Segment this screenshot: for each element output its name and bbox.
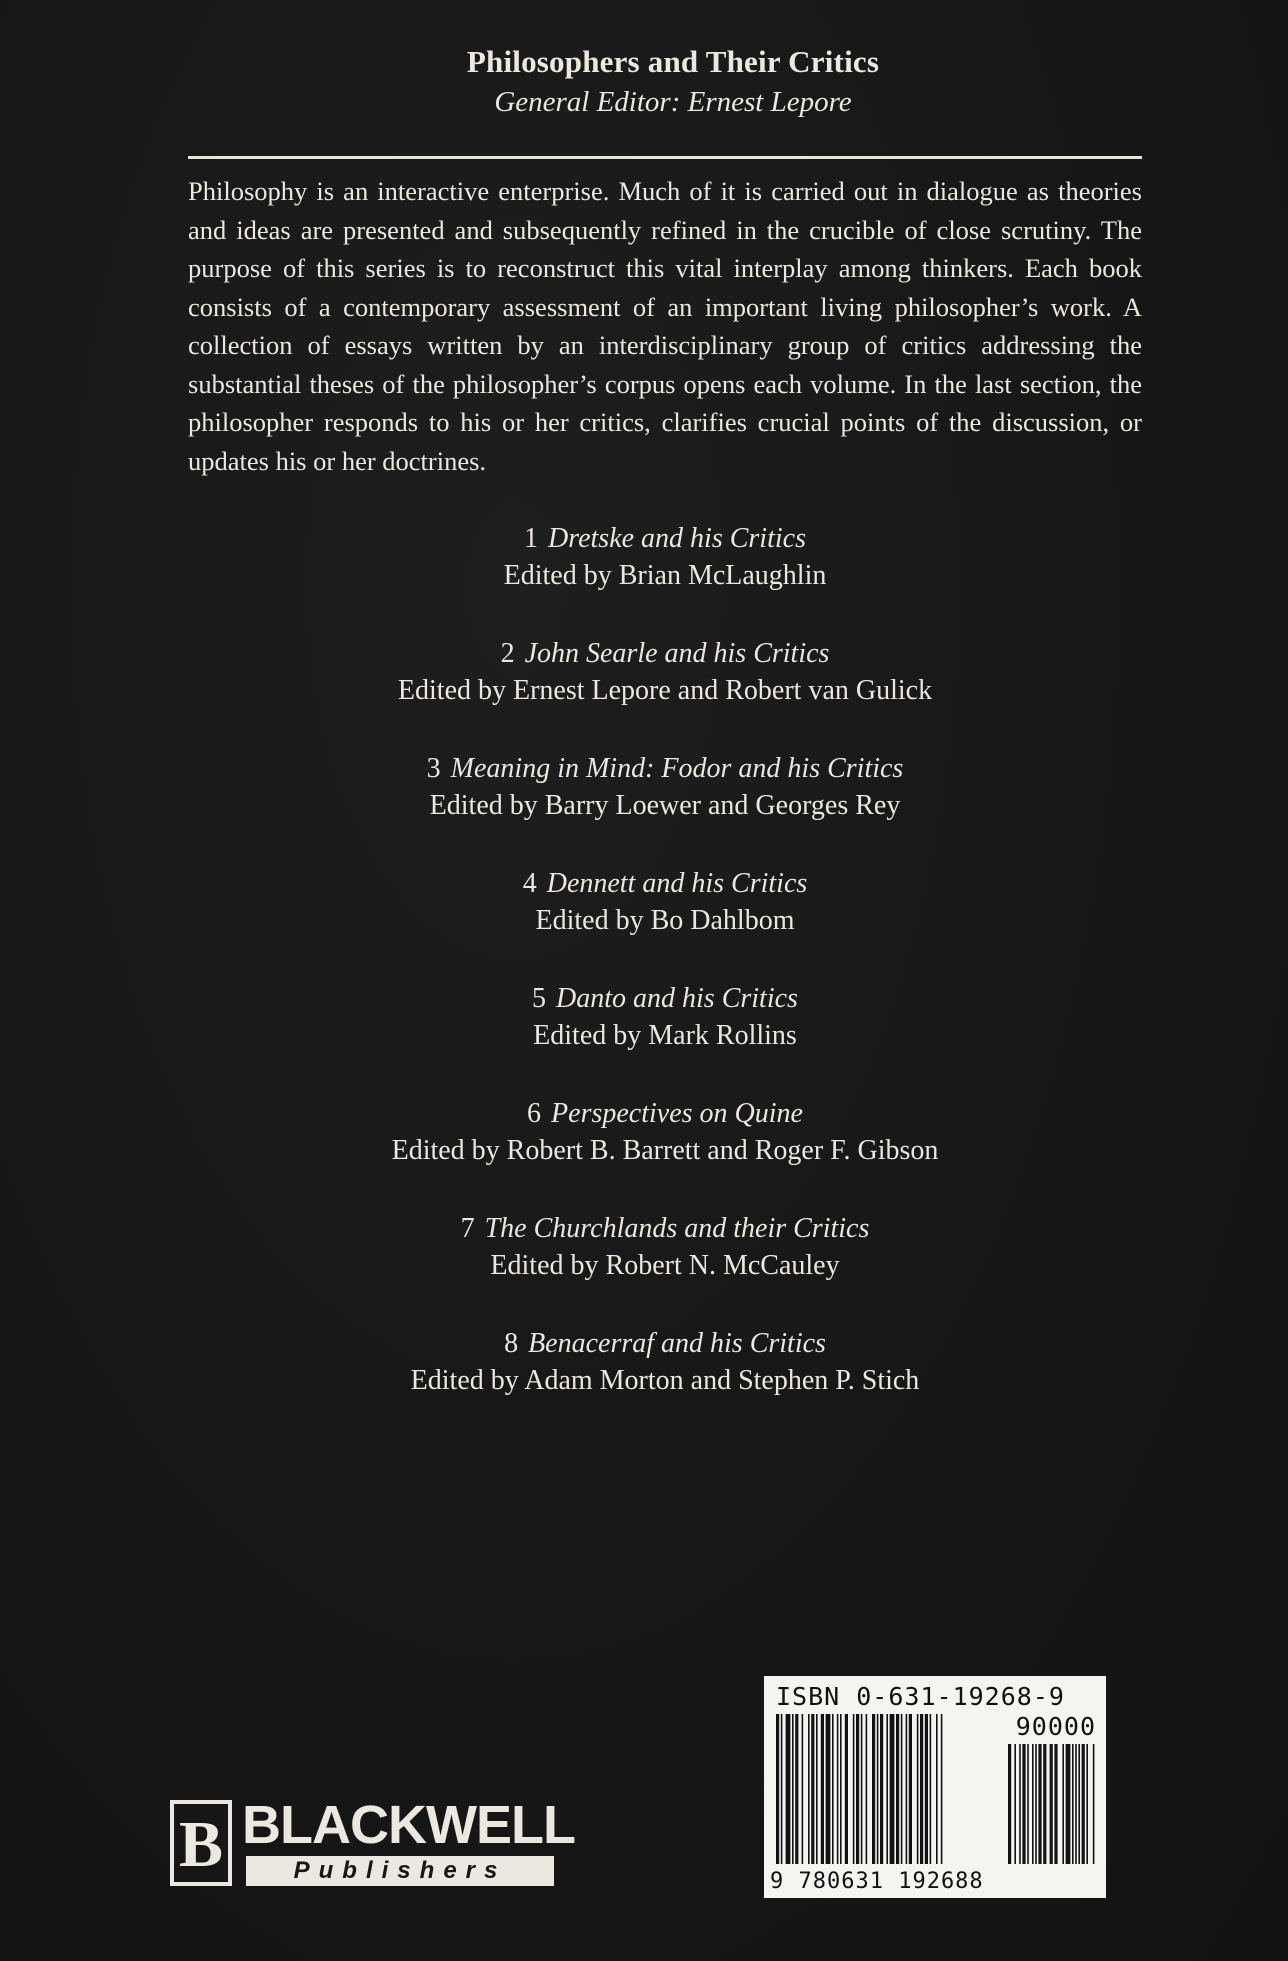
- ean-number: 9 780631 192688: [770, 1869, 984, 1894]
- series-description: Philosophy is an interactive enterprise. Much of it is carried out in dialogue as theories and ideas are presented and subsequently refined in the crucible of close scrutiny. The purpose of this series is to reconstruct this vital interplay among thinkers. Each book consists of a contemporary assessment of an important living philosopher’s work. A collection of essays written by an interdisciplinary group of critics addressing the substantial theses of the philosopher’s corpus opens each volume. In the last section, the philosopher responds to his or her critics, clarifies crucial points of the discussion, or updates his or her doctrines.: [188, 176, 1142, 476]
- book-title: Perspectives on Quine: [551, 1098, 803, 1129]
- book-entry: [0, 1095, 1288, 1210]
- book-editors: Edited by Brian McLaughlin: [503, 560, 827, 591]
- book-title: The Churchlands and their Critics: [484, 1213, 870, 1244]
- book-heading: [0, 520, 1288, 557]
- book-editors: Edited by Mark Rollins: [533, 1020, 797, 1051]
- isbn-text: ISBN 0-631-19268-9: [776, 1682, 1065, 1711]
- book-title: Dennett and his Critics: [546, 868, 808, 899]
- book-list: [0, 520, 1288, 1440]
- book-number: 2: [500, 638, 515, 669]
- book-editors: Edited by Robert B. Barrett and Roger F. Gibson: [391, 1135, 939, 1166]
- book-heading: [0, 865, 1288, 902]
- publisher-mark-glyph: [170, 1800, 232, 1886]
- book-number: 7: [460, 1213, 475, 1244]
- book-title: Dretske and his Critics: [548, 523, 806, 554]
- book-entry: [0, 635, 1288, 750]
- book-heading: [0, 980, 1288, 1017]
- publisher-mark-letter: B: [178, 1808, 224, 1881]
- book-heading: [0, 1095, 1288, 1132]
- publisher-name: BLACKWELL: [242, 1795, 575, 1855]
- book-heading: [0, 635, 1288, 672]
- book-editors: Edited by Bo Dahlbom: [535, 905, 795, 936]
- publisher-subtitle: Publishers: [246, 1856, 554, 1886]
- book-heading: [0, 1210, 1288, 1247]
- publisher-mark: [170, 1800, 232, 1886]
- book-editors: Edited by Ernest Lepore and Robert van Gulick: [397, 675, 933, 706]
- book-editors: Edited by Adam Morton and Stephen P. Stich: [410, 1365, 920, 1396]
- book-number: 5: [532, 983, 547, 1014]
- book-heading: [0, 1325, 1288, 1362]
- book-number: 3: [426, 753, 441, 784]
- book-number: 1: [524, 523, 539, 554]
- general-editor: General Editor: Ernest Lepore: [494, 86, 852, 118]
- book-number: 6: [527, 1098, 542, 1129]
- book-entry: [0, 750, 1288, 865]
- book-number: 4: [522, 868, 537, 899]
- book-heading: [0, 750, 1288, 787]
- isbn-barcode: [764, 1676, 1106, 1898]
- book-editors: Edited by Robert N. McCauley: [490, 1250, 840, 1281]
- blackwell-publishers-logo: [170, 1795, 575, 1890]
- divider-rule: [188, 156, 1142, 159]
- book-entry: [0, 865, 1288, 980]
- book-title: John Searle and his Critics: [524, 638, 830, 669]
- book-entry: [0, 520, 1288, 635]
- book-entry: [0, 1210, 1288, 1325]
- book-editors: Edited by Barry Loewer and Georges Rey: [429, 790, 901, 821]
- book-number: 8: [504, 1328, 519, 1359]
- price-addon-code: 90000: [1015, 1712, 1096, 1741]
- series-title: Philosophers and Their Critics: [466, 44, 880, 79]
- book-title: Danto and his Critics: [556, 983, 798, 1014]
- book-title: Benacerraf and his Critics: [528, 1328, 826, 1359]
- book-entry: [0, 980, 1288, 1095]
- book-title: Meaning in Mind: Fodor and his Critics: [450, 753, 904, 784]
- book-entry: [0, 1325, 1288, 1440]
